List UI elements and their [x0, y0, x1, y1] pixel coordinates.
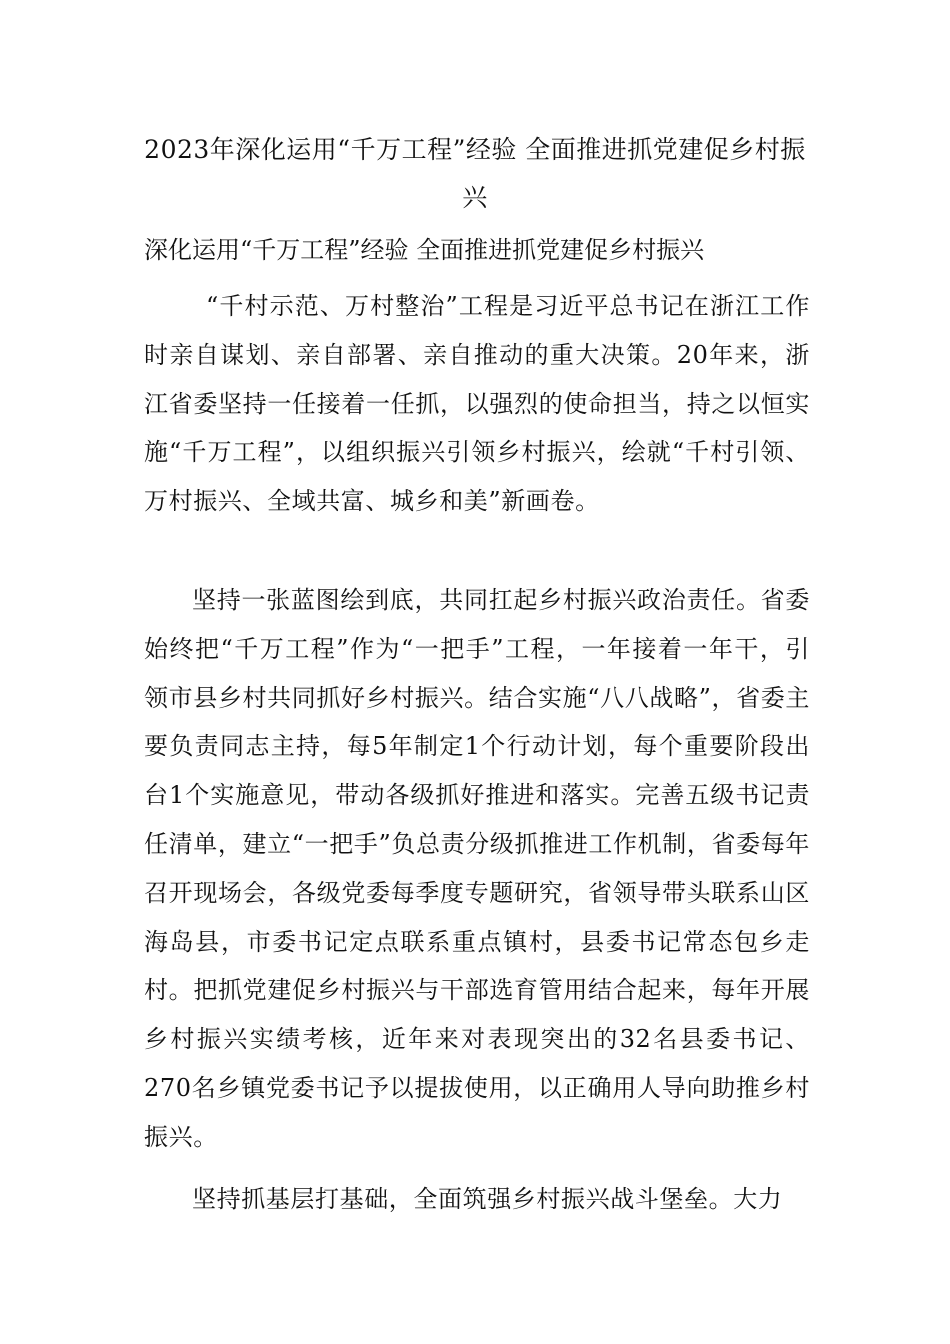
paragraph-intro: “千村示范、万村整治”工程是习近平总书记在浙江工作时亲自谋划、亲自部署、亲自推动的重大决策。20年来，浙江省委坚持一任接着一任抓，以强烈的使命担当，持之以恒实施“千万工程”，以组织振兴引领乡村振兴，绘就“千村引领、万村振兴、全域共富、城乡和美”新画卷。 [144, 292, 810, 516]
paragraph-blueprint: 坚持一张蓝图绘到底，共同扛起乡村振兴政治责任。省委始终把“千万工程”作为“一把手”工程，一年接着一年干，引领市县乡村共同抓好乡村振兴。结合实施“八八战略”，省委主要负责同志主持，每5年制定1个行动计划，每个重要阶段出台1个实施意见，带动各级抓好推进和落实。完善五级书记责任清单，建立“一把手”负总责分级抓推进工作机制，省委每年召开现场会，各级党委每季度专题研究，省领导带头联系山区海岛县，市委书记定点联系重点镇村，县委书记常态包乡走村。把抓党建促乡村振兴与干部选育管用结合起来，每年开展乡村振兴实绩考核，近年来对表现突出的32名县委书记、270名乡镇党委书记予以提拔使用，以正确用人导向助推乡村振兴。 [144, 586, 810, 1151]
document-subtitle: 深化运用“千万工程”经验 全面推进抓党建促乡村振兴 [144, 236, 705, 264]
paragraph-grassroots: 坚持抓基层打基础，全面筑强乡村振兴战斗堡垒。大力 [192, 1185, 783, 1213]
document-title: 2023年深化运用“千万工程”经验 全面推进抓党建促乡村振兴 [144, 135, 806, 212]
